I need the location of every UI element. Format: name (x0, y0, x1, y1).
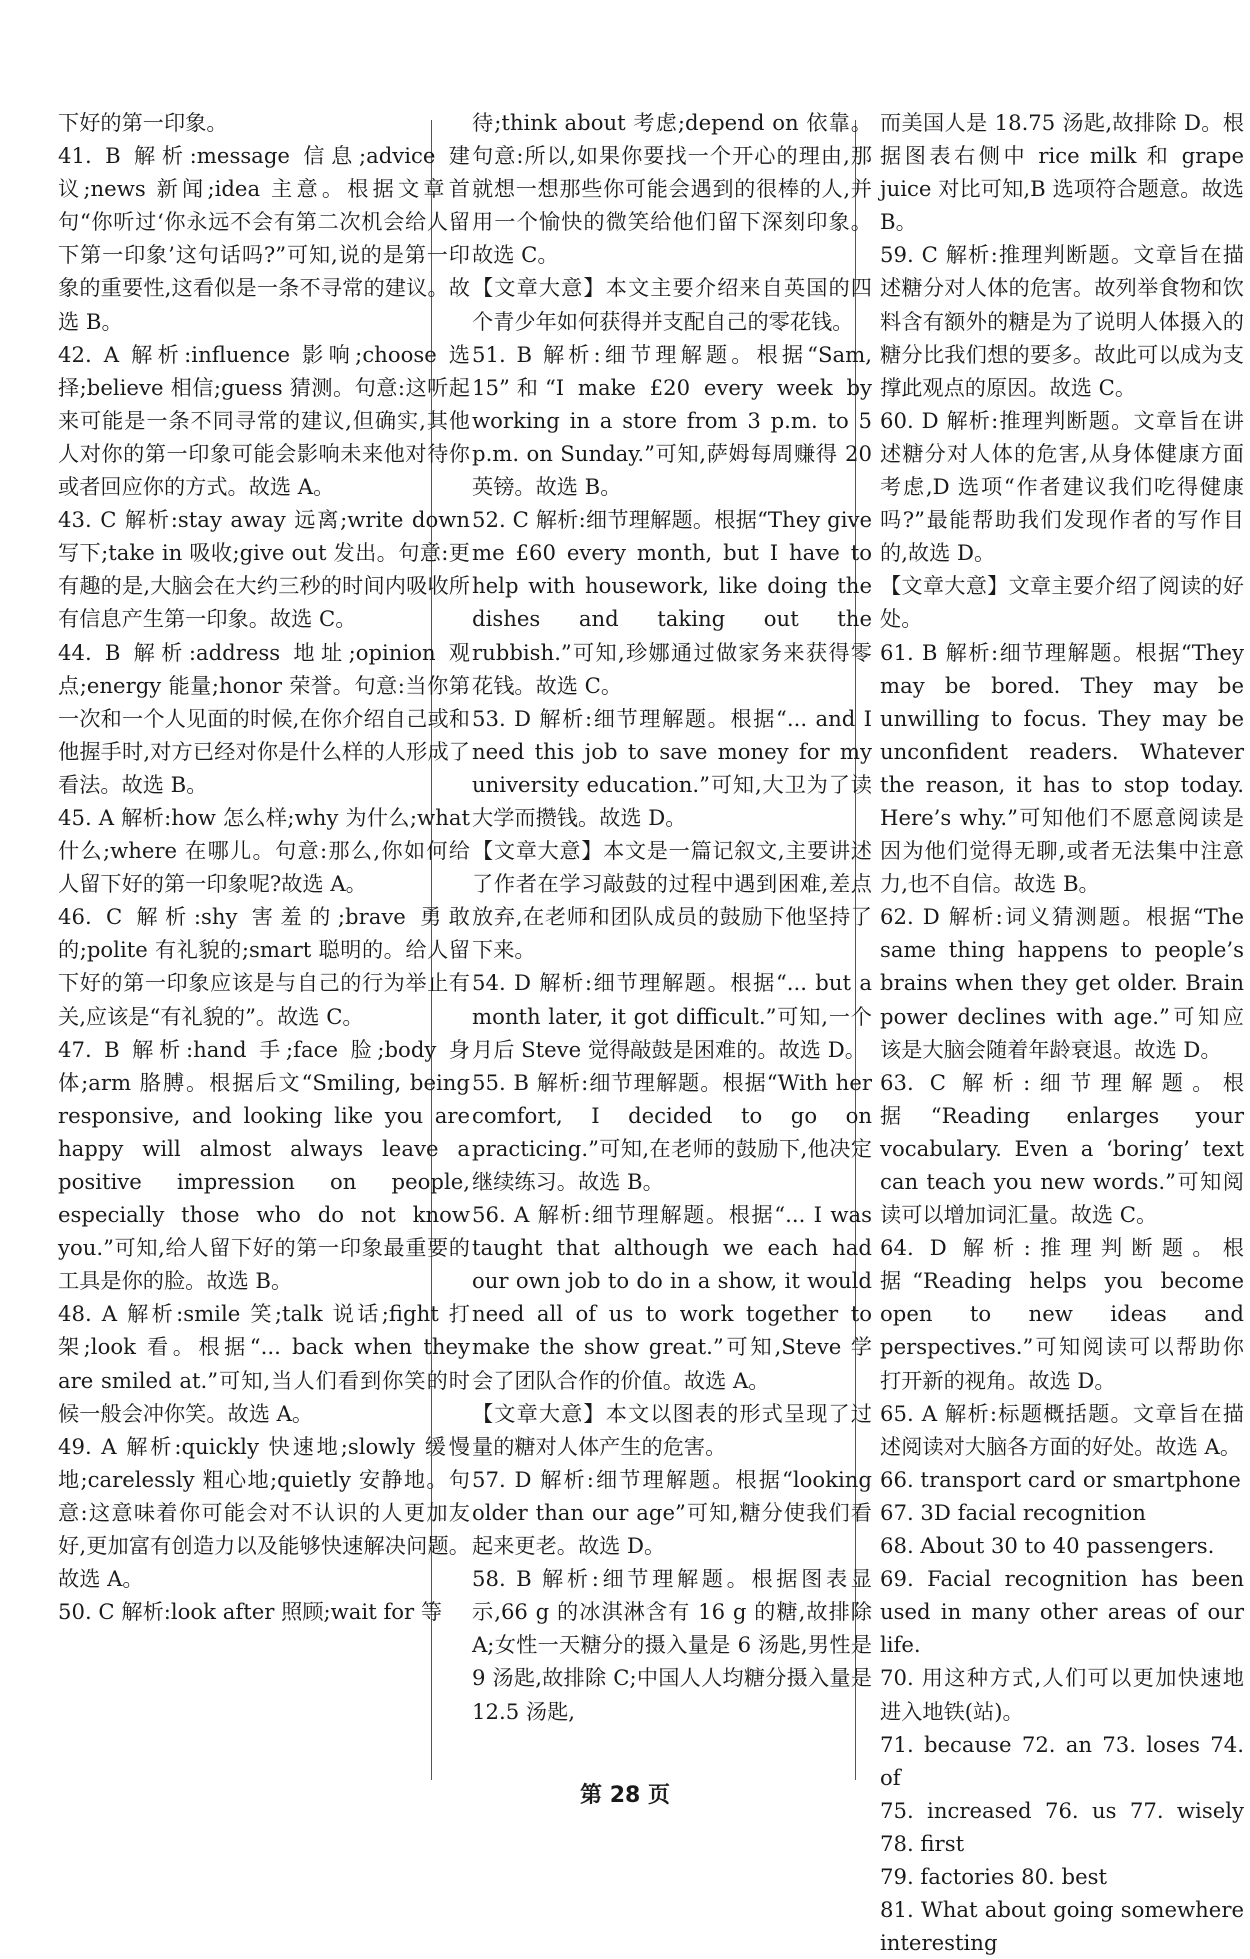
passage-summary: 【文章大意】本文以图表的形式呈现了过量的糖对人体产生的危害。 (472, 1400, 872, 1459)
answer-item: 下好的第一印象。 (58, 110, 228, 135)
answer-item: 61. B 解析:细节理解题。根据“They may be bored. They may be unwilling to focus. They may be unconfident readers. Whatever the reason, it has to stop today. Here’s why.”可知他们不愿意阅读是因为他们觉得无聊,或者无法集中注意力,也不自信。故选 B。 (880, 639, 1244, 897)
answer-item: 70. 用这种方式,人们可以更加快速地进入地铁(站)。 (880, 1665, 1244, 1724)
answer-item: 58. B 解析:细节理解题。根据图表显示,66 g 的冰淇淋含有 16 g 的糖,故排除 A;女性一天糖分的摄入量是 6 汤匙,男性是 9 汤匙,故排除 C;中国人人均糖分摄入量是 12.5 汤匙, (472, 1566, 872, 1724)
answer-item: 50. C 解析:look after 照顾;wait for 等 (58, 1599, 443, 1625)
answer-item: 待;think about 考虑;depend on 依靠。句意:所以,如果你要找一个开心的理由,那就想一想那些你可能会遇到的很棒的人,并用一个愉快的微笑给他们留下深刻印象。故选 C。 (472, 110, 872, 268)
answer-item: 71. because 72. an 73. loses 74. of (880, 1731, 1244, 1790)
answer-item: 57. D 解析:细节理解题。根据“looking older than our age”可知,糖分使我们看起来更老。故选 D。 (472, 1466, 872, 1559)
answer-item: 45. A 解析:how 怎么样;why 为什么;what 什么;where 在哪儿。句意:那么,你如何给人留下好的第一印象呢?故选 A。 (58, 804, 470, 897)
answer-item: 60. D 解析:推理判断题。文章旨在讲述糖分对人体的危害,从身体健康方面考虑,D 选项“作者建议我们吃得健康吗?”最能帮助我们发现作者的写作目的,故选 D。 (880, 407, 1244, 566)
answer-item: 59. C 解析:推理判断题。文章旨在描述糖分对人体的危害。故列举食物和饮料含有额外的糖是为了说明人体摄入的糖分比我们想的要多。故此可以成为支撑此观点的原因。故选 C。 (880, 242, 1244, 400)
answer-item: 47. B 解析:hand 手;face 脸;body 身体;arm 胳膊。根据后文“Smiling, being responsive, and looking like you are happy will almost always leave a positive impression on people, especially those who do not know you.”可知,给人留下好的第一印象最重要的工具是你的脸。故选 B。 (58, 1036, 470, 1294)
answer-item: 64. D 解析:推理判断题。根据“Reading helps you become open to new ideas and perspectives.”可知阅读可以帮助你打开新的视角。故选 D。 (880, 1235, 1244, 1393)
answer-item: 42. A 解析:influence 影响;choose 选择;believe 相信;guess 猜测。句意:这听起来可能是一条不同寻常的建议,但确实,其他人对你的第一印象可能会影响未来他对待你或者回应你的方式。故选 A。 (58, 341, 470, 500)
answer-item: 52. C 解析:细节理解题。根据“They give me £60 every month, but I have to help with housework, like doing the dishes and taking out the rubbish.”可知,珍娜通过做家务来获得零花钱。故选 C。 (472, 507, 872, 698)
answer-item: 而美国人是 18.75 汤匙,故排除 D。根据图表右侧中 rice milk 和 grape juice 对比可知,B 选项符合题意。故选 B。 (880, 110, 1244, 235)
column-right (880, 106, 1244, 1959)
answer-item: 75. increased 76. us 77. wisely 78. first (880, 1797, 1244, 1856)
answer-item: 44. B 解析:address 地址;opinion 观点;energy 能量;honor 荣誉。句意:当你第一次和一个人见面的时候,在你介绍自己或和他握手时,对方已经对你是什么样的人形成了看法。故选 B。 (58, 639, 470, 797)
answer-item: 49. A 解析:quickly 快速地;slowly 缓慢地;carelessly 粗心地;quietly 安静地。句意:这意味着你可能会对不认识的人更加友好,更加富有创造力以及能够快速解决问题。故选 A。 (58, 1433, 470, 1592)
page-number: 第 28 页 (580, 1783, 670, 1808)
answer-item: 62. D 解析:词义猜测题。根据“The same thing happens to people’s brains when they get older. Brain power declines with age.”可知应该是大脑会随着年龄衰退。故选 D。 (880, 904, 1244, 1062)
answer-item: 53. D 解析:细节理解题。根据“... and I need this job to save money for my university education.”可知,大卫为了读大学而攒钱。故选 D。 (472, 705, 872, 830)
answer-item: 81. What about going somewhere interesting (880, 1897, 1244, 1956)
answer-item: 55. B 解析:细节理解题。根据“With her comfort, I decided to go on practicing.”可知,在老师的鼓励下,他决定继续练习。故选 B。 (472, 1069, 872, 1194)
passage-summary: 【文章大意】文章主要介绍了阅读的好处。 (880, 573, 1244, 632)
column-left (58, 106, 470, 1628)
answer-item: 46. C 解析:shy 害羞的;brave 勇敢的;polite 有礼貌的;smart 聪明的。给人留下好的第一印象应该是与自己的行为举止有关,应该是“有礼貌的”。故选 C。 (58, 904, 470, 1029)
answer-item: 41. B 解析:message 信息;advice 建议;news 新闻;idea 主意。根据文章首句“你听过‘你永远不会有第二次机会给人留下第一印象’这句话吗?”可知,说的是第一印象的重要性,这看似是一条不寻常的建议。故选 B。 (58, 143, 470, 334)
answer-item: 66. transport card or smartphone (880, 1466, 1241, 1492)
passage-summary: 【文章大意】本文主要介绍来自英国的四个青少年如何获得并支配自己的零花钱。 (472, 275, 872, 334)
answer-item: 56. A 解析:细节理解题。根据“... I was taught that although we each had our own job to do in a show, it would need all of us to work together to make the show great.”可知,Steve 学会了团队合作的价值。故选 A。 (472, 1202, 872, 1393)
answer-item: 67. 3D facial recognition (880, 1499, 1146, 1525)
column-middle (472, 106, 872, 1728)
answer-item: 43. C 解析:stay away 远离;write down 写下;take in 吸收;give out 发出。句意:更有趣的是,大脑会在大约三秒的时间内吸收所有信息产生第一印象。故选 C。 (58, 507, 470, 632)
answer-item: 65. A 解析:标题概括题。文章旨在描述阅读对大脑各方面的好处。故选 A。 (880, 1400, 1244, 1459)
answer-item: 54. D 解析:细节理解题。根据“... but a month later, it got difficult.”可知,一个月后 Steve 觉得敲鼓是困难的。故选 D。 (472, 970, 872, 1062)
passage-summary: 【文章大意】本文是一篇记叙文,主要讲述了作者在学习敲鼓的过程中遇到困难,差点放弃,在老师和团队成员的鼓励下他坚持了下来。 (472, 838, 872, 963)
answer-item: 68. About 30 to 40 passengers. (880, 1533, 1215, 1559)
answer-item: 63. C 解析:细节理解题。根据“Reading enlarges your vocabulary. Even a ‘boring’ text can teach you new words.”可知阅读可以增加词汇量。故选 C。 (880, 1069, 1244, 1228)
answer-item: 79. factories 80. best (880, 1863, 1108, 1889)
answer-item: 69. Facial recognition has been used in many other areas of our life. (880, 1566, 1244, 1658)
answer-item: 51. B 解析:细节理解题。根据“Sam, 15”和“I make £20 every week by working in a store from 3 p.m. to 5 p.m. on Sunday.”可知,萨姆每周赚得 20 英镑。故选 B。 (472, 341, 872, 500)
answer-item: 48. A 解析:smile 笑;talk 说话;fight 打架;look 看。根据“... back when they are smiled at.”可知,当人们看到你笑的时候一般会冲你笑。故选 A。 (58, 1301, 470, 1426)
